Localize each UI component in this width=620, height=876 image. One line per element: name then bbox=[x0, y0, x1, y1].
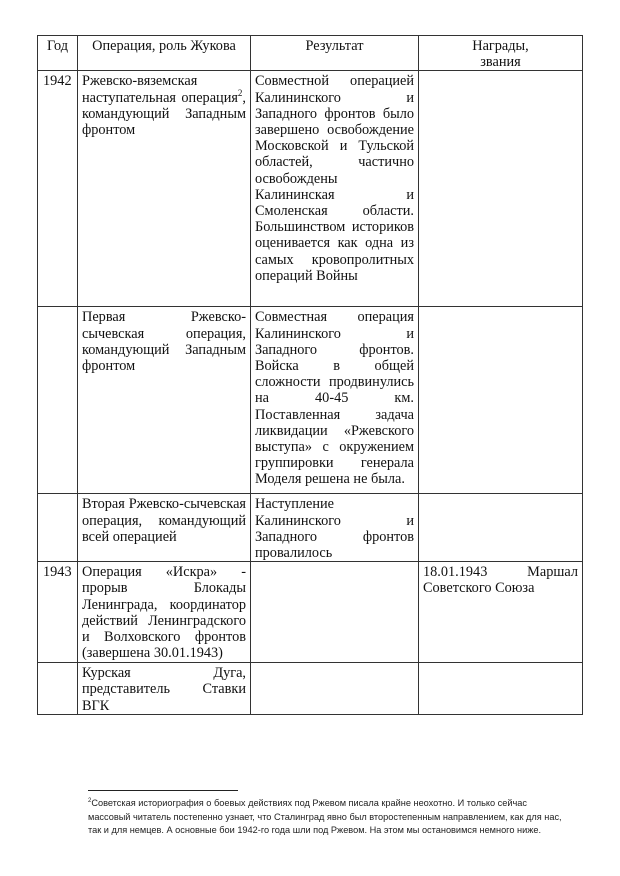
table-header-row bbox=[38, 36, 583, 71]
table-row bbox=[38, 562, 583, 663]
cell-result: Наступление Калининского и Западного фронтов провалилось bbox=[251, 494, 419, 562]
footnote-text: Советская историография о боевых действиях под Ржевом писала крайне неохотно. И только сейчас массовый читатель постепенно узнает, что Сталинград явно был второстепенным направлением, как для нас, так и для немцев. А основные бои 1942-го года шли под Ржевом. На этом мы остановимся немного ниже. bbox=[88, 798, 562, 835]
table-row bbox=[38, 307, 583, 494]
cell-operation bbox=[78, 71, 251, 307]
table-row bbox=[38, 663, 583, 715]
header-year: Год bbox=[38, 36, 78, 71]
operation-text: Ржевско-вяземская наступательная операция bbox=[82, 73, 238, 106]
table-row bbox=[38, 71, 583, 307]
cell-awards bbox=[419, 307, 583, 494]
footnote-separator bbox=[88, 790, 238, 791]
header-operation: Операция, роль Жукова bbox=[78, 36, 251, 71]
operation-text-cont: , командующий Западным фронтом bbox=[82, 89, 246, 139]
cell-result bbox=[251, 562, 419, 663]
cell-year bbox=[38, 494, 78, 562]
table-row bbox=[38, 494, 583, 562]
cell-operation: Первая Ржевско-сычевская операция, командующий Западным фронтом bbox=[78, 307, 251, 494]
cell-year: 1943 bbox=[38, 562, 78, 663]
cell-operation: Вторая Ржевско-сычевская операция, командующий всей операцией bbox=[78, 494, 251, 562]
cell-awards: 18.01.1943 Маршал Советского Союза bbox=[419, 562, 583, 663]
cell-operation: Операция «Искра» - прорыв Блокады Ленинграда, координатор действий Ленинградского и Волховского фронтов (завершена 30.01.1943) bbox=[78, 562, 251, 663]
cell-year bbox=[38, 307, 78, 494]
header-awards bbox=[419, 36, 583, 71]
zhukov-operations-table bbox=[37, 35, 583, 715]
footnote-marker: 2 bbox=[88, 797, 92, 804]
cell-year bbox=[38, 663, 78, 715]
cell-result bbox=[251, 663, 419, 715]
cell-awards bbox=[419, 71, 583, 307]
cell-awards bbox=[419, 663, 583, 715]
footnote bbox=[88, 797, 564, 838]
cell-result: Совместная операция Калининского и Западного фронтов. Войска в общей сложности продвинулись на 40-45 км. Поставленная задача ликвидации «Ржевского выступа» с окружением группировки генерала Моделя решена не была. bbox=[251, 307, 419, 494]
cell-operation: Курская Дуга, представитель Ставки ВГК bbox=[78, 663, 251, 715]
cell-year: 1942 bbox=[38, 71, 78, 307]
cell-awards bbox=[419, 494, 583, 562]
cell-result: Совместной операцией Калининского и Западного фронтов было завершено освобождение Московской и Тульской областей, частично освобождены Калининская и Смоленская области. Большинством историков оценивается как одна из самых кровопролитных операций Войны bbox=[251, 71, 419, 307]
header-awards-line2: звания bbox=[480, 54, 521, 71]
header-awards-line1: Награды, bbox=[472, 38, 529, 54]
header-result: Результат bbox=[251, 36, 419, 71]
footnote-ref: 2 bbox=[237, 87, 243, 98]
